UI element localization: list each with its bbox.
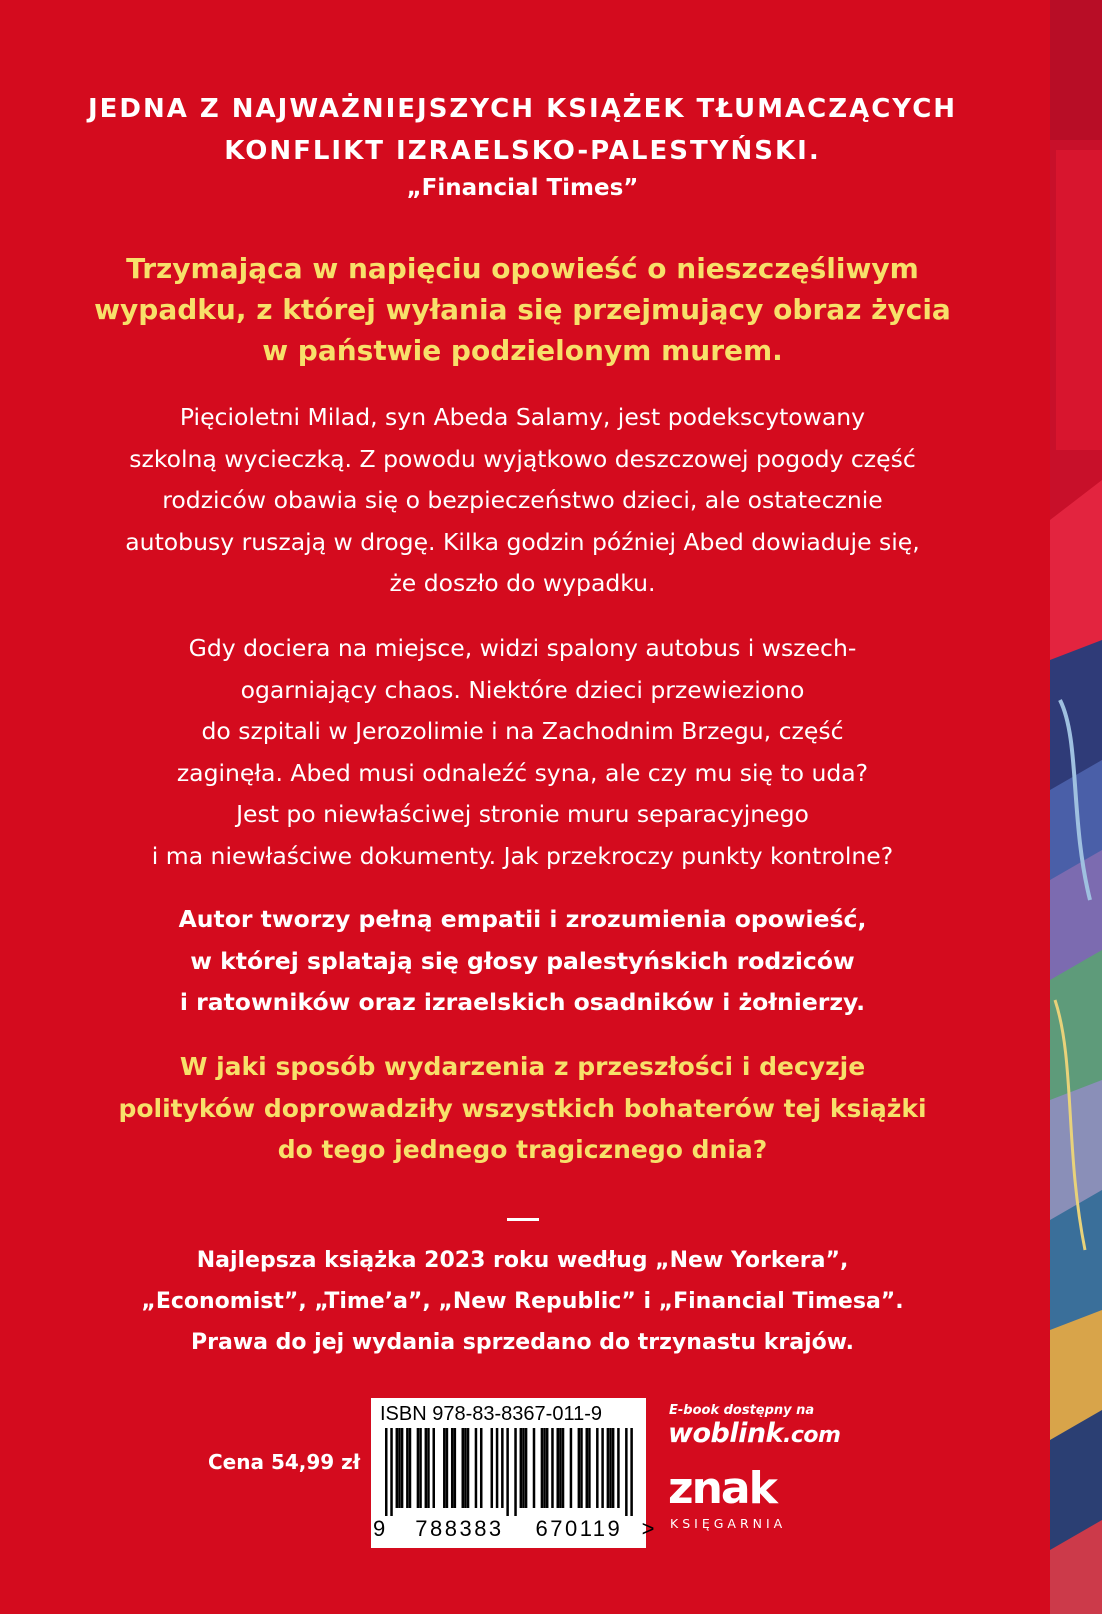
barcode-bar xyxy=(601,1428,604,1508)
barcode-bar xyxy=(475,1428,478,1508)
synopsis-paragraph-3 xyxy=(60,899,985,1024)
barcode-bar xyxy=(525,1428,528,1508)
barcode-bar xyxy=(427,1428,430,1508)
barcode-bar xyxy=(522,1428,525,1508)
isbn-barcode xyxy=(371,1398,655,1548)
barcode-bar xyxy=(570,1428,573,1508)
barcode-bar xyxy=(506,1428,509,1516)
paragraph-line: i ma niewłaściwe dokumenty. Jak przekroczy punkty kontrolne? xyxy=(151,841,894,870)
barcode-digit-group: > xyxy=(641,1516,655,1541)
barcode-bar xyxy=(409,1428,412,1508)
price-label: Cena 54,99 zł xyxy=(208,1450,361,1474)
paragraph-line: Pięcioletni Milad, syn Abeda Salamy, jest podekscytowany xyxy=(179,403,866,431)
barcode-bar xyxy=(562,1428,565,1508)
barcode-bar xyxy=(546,1428,549,1508)
barcode-bar xyxy=(398,1428,401,1508)
barcode-bar xyxy=(501,1428,504,1508)
paragraph-line: i ratowników oraz izraelskich osadników i żołnierzy. xyxy=(179,988,866,1016)
paragraph-line: w której splatają się głosy palestyńskich rodziców xyxy=(190,946,855,975)
paragraph-line: ogarniający chaos. Niektóre dzieci przewieziono xyxy=(240,675,805,704)
isbn-label: ISBN 978-83-8367-011-9 xyxy=(380,1403,602,1425)
barcode-bar xyxy=(491,1428,494,1508)
barcode-bar xyxy=(425,1428,428,1508)
barcode-bar xyxy=(559,1428,562,1508)
barcode-bar xyxy=(514,1428,517,1516)
barcode-bar xyxy=(586,1428,589,1508)
question-line: W jaki sposób wydarzenia z przeszłości i decyzje xyxy=(179,1052,866,1081)
barcode-bar xyxy=(520,1428,523,1508)
paragraph-line: rodziców obawia się o bezpieczeństwo dzieci, ale ostatecznie xyxy=(162,486,883,514)
closing-question xyxy=(60,1046,985,1171)
barcode-bar xyxy=(607,1428,610,1508)
paragraph-line: Autor tworzy pełną empatii i zrozumienia opowieść, xyxy=(178,905,867,933)
awards-line: Najlepsza książka 2023 roku według „New Yorkera”, xyxy=(196,1248,849,1273)
lead-line: Trzymająca w napięciu opowieść o nieszczęśliwym xyxy=(126,252,919,285)
barcode-bar xyxy=(396,1428,399,1508)
woblink-logo[interactable] xyxy=(668,1418,840,1449)
barcode-digit-group: 788383 xyxy=(415,1516,504,1541)
barcode-bar xyxy=(612,1428,615,1508)
paragraph-line: autobusy ruszają w drogę. Kilka godzin później Abed dowiaduje się, xyxy=(125,527,920,556)
barcode-bar xyxy=(580,1428,583,1508)
question-line: polityków doprowadziły wszystkich bohaterów tej książki xyxy=(118,1093,927,1123)
blurb-line: JEDNA Z NAJWAŻNIEJSZYCH KSIĄŻEK TŁUMACZĄCYCH xyxy=(87,94,958,124)
barcode-bar xyxy=(556,1428,559,1508)
ebook-caption: E-book dostępny na xyxy=(669,1403,815,1418)
barcode-digit-group: 9 xyxy=(373,1516,386,1541)
barcode-bar xyxy=(451,1428,454,1508)
barcode-bar xyxy=(462,1428,465,1508)
barcode-bar xyxy=(588,1428,591,1508)
barcode-bar xyxy=(496,1428,499,1508)
blurb-line: KONFLIKT IZRAELSKO-PALESTYŃSKI. xyxy=(224,136,821,166)
barcode-bar xyxy=(464,1428,467,1508)
barcode-bar xyxy=(541,1428,544,1508)
barcode-bars xyxy=(385,1428,633,1516)
lead-line: w państwie podzielonym murem. xyxy=(262,334,783,367)
barcode-bar xyxy=(417,1428,420,1508)
lead-paragraph xyxy=(60,248,985,371)
lead-line: wypadku, z której wyłania się przejmujący obraz życia xyxy=(94,293,951,326)
barcode-bar xyxy=(630,1428,633,1516)
barcode-bar xyxy=(419,1428,422,1508)
question-line: do tego jednego tragicznego dnia? xyxy=(277,1135,768,1164)
blurb-source: „Financial Times” xyxy=(406,175,639,201)
barcode-bar xyxy=(617,1428,620,1508)
barcode-bar xyxy=(390,1428,393,1516)
barcode-bar xyxy=(480,1428,483,1508)
znak-subtitle: KSIĘGARNIA xyxy=(670,1516,787,1531)
barcode-bar xyxy=(432,1428,435,1508)
barcode-bar xyxy=(446,1428,449,1508)
paragraph-line: szkolną wycieczką. Z powodu wyjątkowo deszczowej pogody część xyxy=(129,444,916,473)
barcode-bar xyxy=(443,1428,446,1508)
barcode-bar xyxy=(406,1428,409,1508)
awards-note xyxy=(60,1240,985,1363)
barcode-digit-group: 670119 xyxy=(535,1516,623,1541)
awards-line: „Economist”, „Time’a”, „New Republic” i „Financial Timesa”. xyxy=(141,1289,904,1314)
barcode-bar xyxy=(596,1428,599,1508)
barcode-bar xyxy=(543,1428,546,1508)
synopsis-paragraph-1 xyxy=(60,397,985,605)
barcode-digits xyxy=(373,1516,660,1542)
paragraph-line: zaginęła. Abed musi odnaleźć syna, ale czy mu się to uda? xyxy=(176,758,869,787)
woblink-brand: woblink xyxy=(668,1418,784,1449)
barcode-bar xyxy=(385,1428,388,1516)
synopsis-paragraph-2 xyxy=(60,628,985,877)
paragraph-line: do szpitali w Jerozolimie i na Zachodnim Brzegu, część xyxy=(201,717,844,745)
barcode-bar xyxy=(609,1428,612,1508)
paragraph-line: że doszło do wypadku. xyxy=(389,569,656,597)
barcode-bar xyxy=(551,1428,554,1508)
znak-logo: znak xyxy=(668,1463,776,1514)
barcode-bar xyxy=(467,1428,470,1508)
barcode-bar xyxy=(533,1428,536,1508)
barcode-bar xyxy=(625,1428,628,1516)
cover-artwork-edge xyxy=(1050,0,1102,1614)
paragraph-line: Jest po niewłaściwej stronie muru separacyjnego xyxy=(236,800,809,828)
awards-line: Prawa do jej wydania sprzedano do trzynastu krajów. xyxy=(191,1330,854,1355)
barcode-bar xyxy=(578,1428,581,1508)
paragraph-line: Gdy dociera na miejsce, widzi spalony autobus i wszech- xyxy=(188,634,857,662)
barcode-bar xyxy=(401,1428,404,1508)
barcode-bar xyxy=(454,1428,457,1508)
section-divider xyxy=(507,1218,539,1221)
woblink-suffix: .com xyxy=(783,1423,841,1448)
press-blurb xyxy=(60,88,985,172)
